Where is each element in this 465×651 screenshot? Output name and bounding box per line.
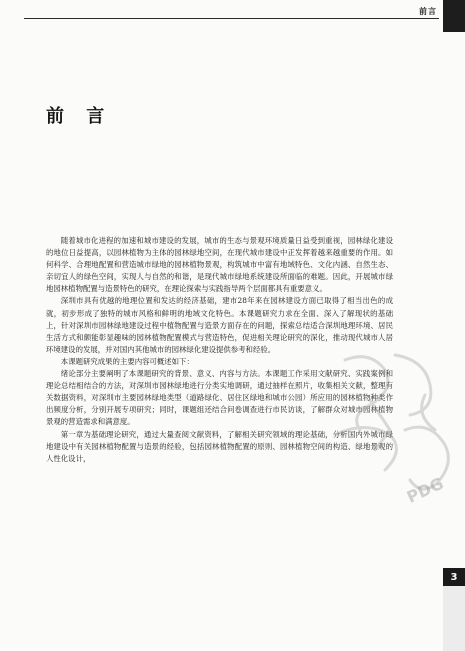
running-header bbox=[0, 0, 465, 30]
paragraph: 第一章为基础理论研究，通过大量查阅文献资料，了解相关研究领域的理论基础，分析国内外城市绿地建设中有关园林植物配置与造景的经验，包括园林植物配置的原则、园林植物空间的构造、绿地景观的人性化设计， bbox=[46, 429, 393, 463]
chapter-title: 前 言 bbox=[46, 106, 113, 127]
paragraph: 随着城市化进程的加速和城市建设的发展，城市的生态与景观环境质量日益受到重视，园林绿化建设的地位日益提高，以园林植物为主体的园林绿地空间，在现代城市建设中正发挥着越来越重要的作用。如何科学、合理地配置和营造城市绿地的园林植物景观，构筑城市中富有地域特色、文化内涵、自然生态、亲切宜人的绿色空间，实现人与自然的和谐，是现代城市绿地系统建设所面临的难题。因此，开展城市绿地园林植物配置与造景特色的研究，在理论探索与实践指导两个层面都具有重要意义。 bbox=[46, 236, 393, 294]
paragraph: 本课题研究成果的主要内容可概述如下： bbox=[60, 356, 194, 366]
watermark-text: PDG bbox=[403, 473, 447, 507]
top-edge-tab bbox=[443, 0, 465, 32]
page-number-tab bbox=[443, 568, 465, 586]
running-header-label: 前言 bbox=[419, 6, 437, 16]
page-number: 3 bbox=[450, 571, 458, 583]
watermark-seal bbox=[315, 340, 465, 510]
paragraph: 绪论部分主要阐明了本课题研究的背景、意义、内容与方法。本课题工作采用文献研究、实践案例和理论总结相结合的方法，对深圳市园林绿地进行分类实地调研，通过抽样在照片，收集相关文献，整理有关数据资料，对深圳市主要园林绿地类型（道路绿化、居住区绿地和城市公园）所应用的园林植物种类作出频度分析，分别开展专项研究；同时，课题组还结合问卷调查进行市民访谈，了解群众对城市园林植物景观的营造需求和满意度。 bbox=[46, 369, 393, 427]
header-rule bbox=[24, 18, 439, 19]
side-edge-bar bbox=[443, 586, 465, 651]
paragraph: 深圳市具有优越的地理位置和发达的经济基础，建市28年来在园林建设方面已取得了相当出色的成就，初步形成了独特的城市风格和鲜明的地域文化特色。本课题研究力求在全面、深入了解现状的基础上，针对深圳市园林绿地建设过程中植物配置与造景方面存在的问题，探索总结适合深圳地理环境、居民生活方式和颇能彰显趣味的园林植物配置模式与营造特色，促进相关理论研究的深化，推动现代城市人居环境建设的发展，并对国内其他城市的园林绿化建设提供参考和经验。 bbox=[46, 296, 393, 354]
